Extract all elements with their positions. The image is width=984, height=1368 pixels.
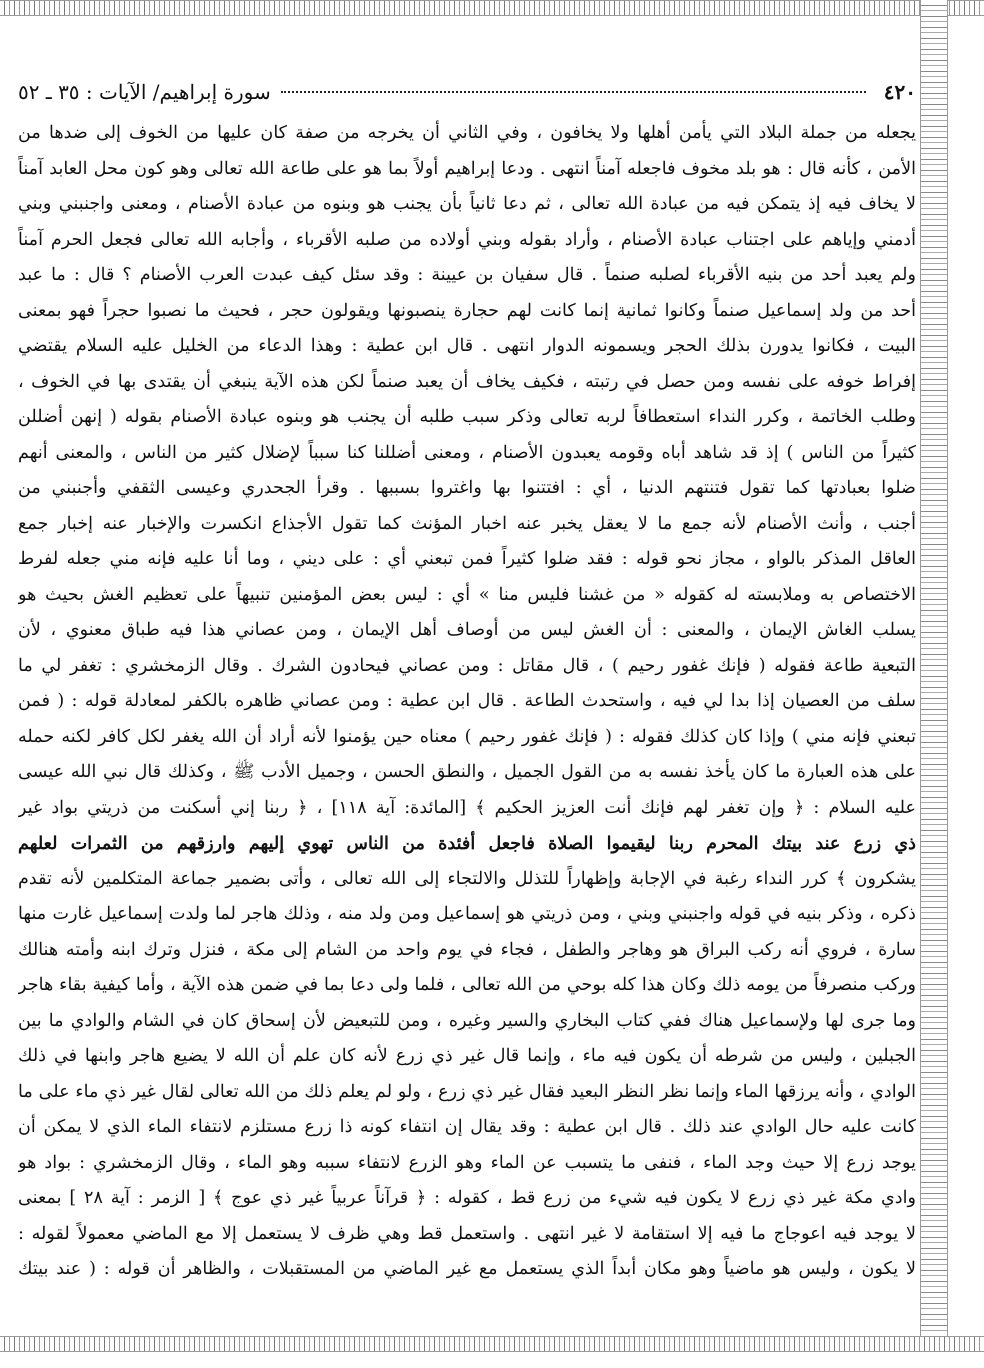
text-line: يشكرون ﴾ كرر النداء رغبة في الإجابة وإظهاراً للتذلل والالتجاء إلى الله تعالى ، وأتى بضمير جماعة المتكلمين لأنه تقدم bbox=[18, 868, 916, 889]
text-line: ضلوا بعبادتها كما تقول فتنتهم الدنيا ، أي : افتتنوا بها واغتروا بسببها . وقرأ الجحدري وعيسى الثقفي وأجنبني من bbox=[18, 478, 916, 498]
text-line: لا يخاف فيه إذ يتمكن فيه من عبادة الله تعالى ، ثم دعا ثانياً بأن يجنب هو وبنوه من عبادة الأصنام ، ومعنى واجنبني وبني bbox=[18, 194, 916, 214]
text-line: وطلب الخاتمة ، وكرر النداء استعطافاً لربه تعالى وذكر سبب طلبه أن يجنب هو وبنوه عبادة الأصنام بقوله ( إنهن أضللن bbox=[18, 407, 916, 427]
header-dotted-rule bbox=[281, 91, 866, 93]
decorative-border-bottom bbox=[0, 1336, 984, 1352]
text-line: أحد من ولد إسماعيل صنماً وكانوا ثمانية إنما كانت لهم حجارة ينصبونها ويقولون حجر ، فحيث ما نصبوا حجراً فهو بمعنى bbox=[18, 300, 916, 321]
text-line: ذكره ، وذكر بنيه في قوله واجنبني وبني ، ومن ذريتي هو إسماعيل ومن ولد منه ، وذلك هاجر لما ولدت إسماعيل غارت منها bbox=[18, 904, 916, 924]
text-line: وما جرى لها ولإسماعيل هناك ففي كتاب البخاري والسير وغيره ، ومن للتبعيض لأن إسحاق كان في الشام والوادي ما بين bbox=[18, 1010, 916, 1031]
text-line: تبعني فإنه مني ) وإذا كان كذلك فقوله : ( فإنك غفور رحيم ) معناه حين يؤمنوا لأنه أراد أن الله يغفر لكل كافر لكنه حمله bbox=[18, 726, 916, 747]
text-line: الأمن ، كأنه قال : هو بلد مخوف فاجعله آمناً انتهى . ودعا إبراهيم أولاً بما هو على طاعة الله تعالى وهو كون محل العابد آمناً bbox=[18, 158, 916, 179]
text-line: ذي زرع عند بيتك المحرم ربنا ليقيموا الصلاة فاجعل أفئدة من الناس تهوي إليهم وارزقهم من الثمرات لعلهم bbox=[18, 833, 916, 854]
text-line: وادي مكة غير ذي زرع لا يكون فيه شيء من زرع قط ، كقوله : ﴿ قرآناً عربياً غير ذي عوج ﴾ [ الزمر : آية ٢٨ ] بمعنى bbox=[18, 1188, 916, 1208]
text-line: وركب منصرفاً من يومه ذلك وكان هذا كله بوحي من الله تعالى ، فلما ولى دعا بما في ضمن هذه الآية ، وأما كيفية بقاء هاجر bbox=[18, 975, 916, 995]
text-line: إفراط خوفه على نفسه ومن حصل في رتبته ، فكيف يخاف أن يعبد صنماً لكن هذه الآية ينبغي أن يقتدى بها في الخوف ، bbox=[18, 371, 916, 392]
page-header bbox=[18, 80, 916, 108]
text-line: يسلب الغاش الإيمان ، والمعنى : أن الغش ليس من أوصاف أهل الإيمان ، ومن عصاني هذا فيه طباق معنوي ، لأن bbox=[18, 620, 916, 640]
text-line: عليه السلام : ﴿ وإن تغفر لهم فإنك أنت العزيز الحكيم ﴾ [المائدة: آية ١١٨] ، ﴿ ربنا إني أسكنت من ذريتي بواد غير bbox=[18, 797, 916, 818]
text-line: يوجد زرع إلا حيث وجد الماء ، فنفى ما يتسبب عن الماء وهو الزرع لانتفاء سببه وهو الماء ، وقال الزمخشري : بواد هو bbox=[18, 1152, 916, 1173]
text-line: لا يكون ، وليس هو ماضياً وهو مكان أبداً الذي يستعمل مع غير الماضي من المستقبلات ، والظاهر أن قوله : ( عند بيتك bbox=[18, 1259, 916, 1279]
running-title: سورة إبراهيم/ الآيات : ٣٥ ـ ٥٢ bbox=[18, 80, 271, 104]
text-line: العاقل المذكر بالواو ، مجاز نحو قوله : فقد ضلوا كثيراً فمن تبعني أي : على ديني ، وما أنا عليه فإنه مني جعله لفرط bbox=[18, 549, 916, 569]
text-line: أدمني وإياهم على اجتناب عبادة الأصنام ، وأراد بقوله وبني أولاده من صلبه الأقرباء ، وأجابه الله تعالى فجعل الحرم آمناً bbox=[18, 229, 916, 250]
text-line: البيت ، فكانوا يدورن بذلك الحجر ويسمونه الدوار انتهى . قال ابن عطية : وهذا الدعاء من الخليل عليه السلام يقتضي bbox=[18, 336, 916, 356]
text-line: الاختصاص به وملابسته له كقوله « من غشنا فليس منا » أي : ليس بعض المؤمنين تنبيهاً على تعظيم الغش بحيث هو bbox=[18, 584, 916, 605]
text-line: الجبلين ، وليس من شرطه أن يكون فيه ماء ، وإنما قال غير ذي زرع لأنه كان علم أن الله لا يضيع هاجر وابنها في ذلك bbox=[18, 1046, 916, 1066]
text-line: كثيراً من الناس ) إذ قد شاهد أباه وقومه يعبدون الأصنام ، ومعنى أضللنا كنا سبباً لإضلال كثير من الناس ، والمعنى أنهم bbox=[18, 442, 916, 463]
decorative-border-top bbox=[0, 0, 984, 16]
text-line: سارة ، فروي أنه ركب البراق هو وهاجر والطفل ، فجاء في يوم واحد من الشام إلى مكة ، فنزل وترك ابنه وأمته هنالك bbox=[18, 939, 916, 960]
body-text bbox=[18, 116, 916, 1288]
text-line: كانت عليه حال الوادي عند ذلك . قال ابن عطية : وقد يقال إن انتفاء كونه ذا زرع مستلزم لانتفاء الماء الذي لا يمكن أن bbox=[18, 1117, 916, 1137]
text-line: لا يوجد فيه اعوجاج ما فيه إلا استقامة لا غير انتهى . واستعمل قط وهي ظرف لا يستعمل إلا مع الماضي معمولاً لقوله : bbox=[18, 1223, 916, 1244]
text-line: الوادي ، وأنه يرزقها الماء وإنما نظر النظر البعيد فقال غير ذي زرع ، ولو لم يعلم ذلك من الله تعالى لقال غير ذي ماء على ما bbox=[18, 1081, 916, 1102]
text-line: يجعله من جملة البلاد التي يأمن أهلها ولا يخافون ، وفي الثاني أن يخرجه من صفة كان عليها من الخوف إلى ضدها من bbox=[18, 123, 916, 143]
decorative-border-right bbox=[920, 0, 948, 1350]
book-page bbox=[18, 80, 916, 1288]
text-line: سلف من العصيان إذا بدا لي فيه ، واستحدث الطاعة . قال ابن عطية : ومن عصاني ظاهره بالكفر لمعادلة قوله : ( فمن bbox=[18, 691, 916, 711]
text-line: على هذه العبارة ما كان يأخذ نفسه به من القول الجميل ، والنطق الحسن ، وجميل الأدب ﷺ ، وكذلك قال نبي الله عيسى bbox=[18, 762, 916, 782]
text-line: ولم يعبد أحد من بنيه الأقرباء لصلبه صنماً . قال سفيان بن عيينة : وقد سئل كيف عبدت العرب الأصنام ؟ قال : ما عبد bbox=[18, 265, 916, 285]
page-number: ٤٢٠ bbox=[883, 80, 916, 104]
text-line: أجنب ، وأنث الأصنام لأنه جمع ما لا يعقل يخبر عنه اخبار المؤنث كما تقول الأجذاع انكسرت والإخبار عنه إخبار جمع bbox=[18, 513, 916, 534]
text-line: التبعية طاعة فقوله ( فإنك غفور رحيم ) ، قال مقاتل : ومن عصاني فيحادون الشرك . وقال الزمخشري : تغفر لي ما bbox=[18, 655, 916, 676]
